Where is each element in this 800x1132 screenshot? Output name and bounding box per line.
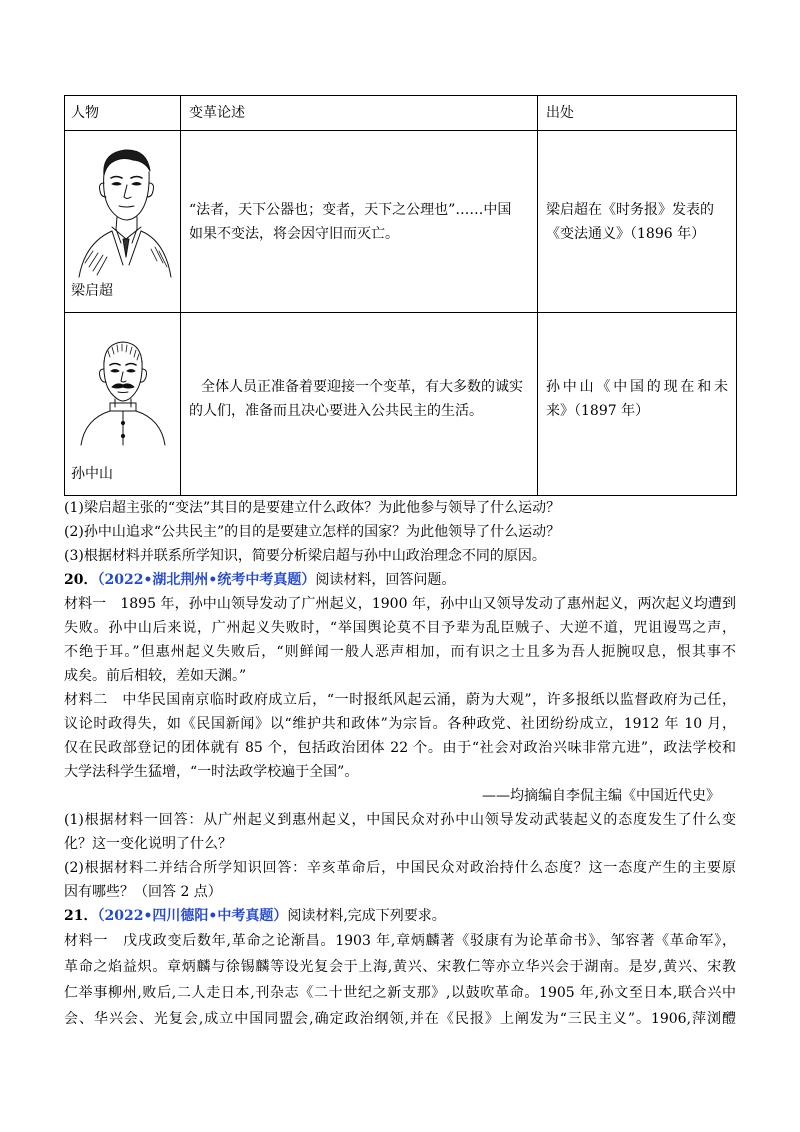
material-line: 会、华兴会、光复会,成立中国同盟会,确定政治纲领,并在《民报》上阐发为“三民主义”。1906,萍浏醴 — [64, 1011, 736, 1027]
statement-line: 的人们，准备而且决心要进入公共民主的生活。 — [189, 403, 483, 419]
question-21-heading — [64, 904, 736, 928]
question-20-2-cont: 因有哪些？（回答 2 点） — [64, 884, 222, 900]
person-name: 梁启超 — [71, 283, 113, 299]
material-line: 不绝于耳。”但惠州起义失败后，“则鲜闻一般人恶声相加，而有识之士且多为吾人扼腕叹息，恨其事不 — [64, 644, 736, 660]
material-line: 仅在民政部登记的团体就有 85 个，包括政治团体 22 个。由于“社会对政治兴味非常亢进”，政法学校和 — [64, 740, 736, 756]
person-cell-content — [65, 131, 180, 312]
question-prompt: 阅读材料,完成下列要求。 — [287, 908, 446, 924]
statement-content — [181, 131, 537, 312]
source-line: 孙中山《中国的现在和未 — [546, 379, 728, 395]
material-line: 材料一 戊戌政变后数年,革命之论渐昌。1903 年,章炳麟著《驳康有为论革命书》、邹容著《革命军》， — [64, 933, 736, 949]
question-number: 21． — [64, 908, 98, 924]
header-cell — [181, 96, 538, 131]
source-line: 梁启超在《时务报》发表的 — [546, 201, 714, 218]
material-line: 议论时政得失，如《民国新闻》以“维护共和政体”为宗旨。各种政党、社团纷纷成立，1912 年 10 月， — [64, 716, 736, 732]
question-20-2: (2)根据材料二并结合所学知识回答：辛亥革命后，中国民众对政治持什么态度？这一态度产生的主要原 — [64, 860, 736, 876]
question-source-tag: （2022•湖北荆州•统考中考真题） — [97, 572, 316, 588]
question-source-tag: （2022•四川德阳•中考真题） — [97, 908, 288, 924]
statement-line: 如果不变法，将会因守旧而灭亡。 — [189, 225, 399, 242]
header-cell — [538, 96, 737, 131]
question-number: 20． — [64, 572, 98, 588]
statement-content — [181, 313, 537, 495]
material-line: 革命之焰益炽。章炳麟与徐锡麟等设光复会于上海,黄兴、宋教仁等亦立华兴会于湖南。是岁,黄兴、宋教 — [64, 959, 736, 975]
question-19-2: (2)孙中山追求“公共民主”的目的是要建立怎样的国家？为此他领导了什么运动？ — [64, 524, 561, 540]
portrait-sketch-icon — [75, 323, 171, 447]
material-line: 仁举事柳州,败后,二人走日本,刊杂志《二十世纪之新支那》,以鼓吹革命。1905 年,孙文至日本,联合兴中 — [64, 985, 736, 1001]
statement-cell — [181, 313, 538, 496]
question-prompt: 阅读材料，回答问题。 — [315, 572, 456, 588]
question-20-heading — [64, 568, 736, 592]
material-line: 材料二 中华民国南京临时政府成立后，“一时报纸风起云涌，蔚为大观”，许多报纸以监督政府为己任， — [64, 692, 736, 708]
header-person: 人物 — [71, 105, 99, 121]
source-line: 来》（1897 年） — [546, 403, 650, 419]
reform-comparison-table — [64, 95, 737, 496]
material-citation: ——均摘编自李侃主编《中国近代史》 — [482, 788, 720, 804]
statement-line: “法者，天下公器也；变者，天下之公理也”……中国 — [189, 201, 512, 218]
source-cell — [538, 313, 737, 496]
material-line: 成矣。前后相较，差如天渊。” — [64, 668, 247, 684]
table-header-row — [65, 96, 737, 131]
header-cell — [65, 96, 181, 131]
material-line: 材料一 1895 年，孙中山领导发动了广州起义，1900 年，孙中山又领导发动了惠州起义，两次起义均遭到 — [64, 596, 736, 612]
portrait-sketch-icon — [71, 139, 175, 279]
source-line: 《变法通义》（1896 年） — [546, 225, 706, 242]
source-content — [538, 313, 736, 495]
person-cell — [65, 313, 181, 496]
person-cell — [65, 131, 181, 313]
questions-section — [64, 496, 736, 1032]
statement-line: 全体人员正准备着要迎接一个变革，有大多数的诚实 — [201, 379, 523, 395]
table-row — [65, 313, 737, 496]
material-line: 失败。孙中山后来说，广州起义失败时，“举国舆论莫不目予辈为乱臣贼子、大逆不道，咒诅谩骂之声， — [64, 620, 736, 636]
statement-cell — [181, 131, 538, 313]
person-name: 孙中山 — [71, 466, 113, 482]
header-statement: 变革论述 — [189, 105, 245, 121]
source-content — [538, 131, 736, 312]
table-row — [65, 131, 737, 313]
person-cell-content — [65, 313, 180, 495]
question-20-1-cont: 化？这一变化说明了什么？ — [64, 836, 232, 852]
question-19-3: (3)根据材料并联系所学知识，简要分析梁启超与孙中山政治理念不同的原因。 — [64, 548, 546, 564]
question-20-1: (1)根据材料一回答：从广州起义到惠州起义，中国民众对孙中山领导发动武装起义的态度发生了什么变 — [64, 812, 736, 828]
header-source: 出处 — [546, 105, 574, 121]
material-line: 大学法科学生猛增，“一时法政学校遍于全国”。 — [64, 764, 359, 780]
question-19-1: (1)梁启超主张的“变法”其目的是要建立什么政体？为此他参与领导了什么运动？ — [64, 500, 561, 516]
source-cell — [538, 131, 737, 313]
